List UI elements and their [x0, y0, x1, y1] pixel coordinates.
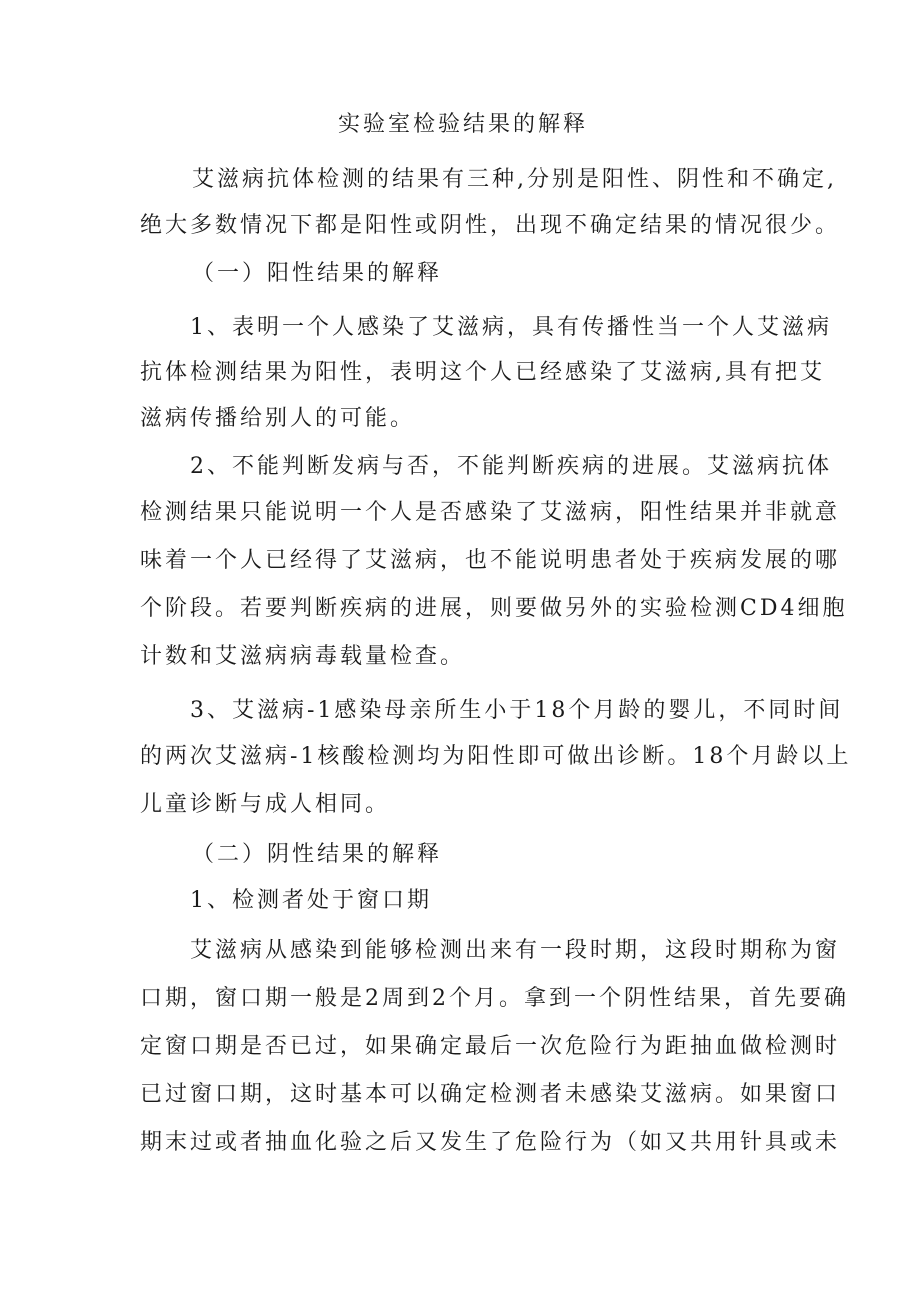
- s1-item1-line-1: 1、表明一个人感染了艾滋病，具有传播性当一个人艾滋病: [190, 315, 832, 340]
- intro-line-2: 绝大多数情况下都是阳性或阴性，出现不确定结果的情况很少。: [140, 213, 841, 238]
- s2-item1-heading: 1、检测者处于窗口期: [190, 888, 432, 913]
- s1-item2-line-5: 计数和艾滋病病毒载量检查。: [140, 644, 466, 669]
- s2-item1-line-4: 已过窗口期，这时基本可以确定检测者未感染艾滋病。如果窗口: [140, 1082, 841, 1107]
- s1-item3-line-3: 儿童诊断与成人相同。: [140, 792, 391, 817]
- s1-item1-line-3: 滋病传播给别人的可能。: [140, 406, 416, 431]
- section2-heading: （二）阴性结果的解释: [192, 842, 443, 867]
- s1-item3-line-1: 3、艾滋病-1感染母亲所生小于18个月龄的婴儿，不同时间: [190, 698, 844, 723]
- s2-item1-line-3: 定窗口期是否已过，如果确定最后一次危险行为距抽血做检测时: [140, 1034, 841, 1059]
- intro-line-1: 艾滋病抗体检测的结果有三种,分别是阳性、阴性和不确定,: [192, 167, 837, 192]
- s2-item1-line-1: 艾滋病从感染到能够检测出来有一段时期，这段时期称为窗: [190, 938, 841, 963]
- s2-item1-line-5: 期末过或者抽血化验之后又发生了危险行为（如又共用针具或未: [140, 1130, 841, 1155]
- document-title: 实验室检验结果的解释: [338, 112, 589, 137]
- s1-item2-line-4: 个阶段。若要判断疾病的进展，则要做另外的实验检测CD4细胞: [140, 596, 848, 621]
- s2-item1-line-2: 口期，窗口期一般是2周到2个月。拿到一个阴性结果，首先要确: [140, 986, 849, 1011]
- s1-item3-line-2: 的两次艾滋病-1核酸检测均为阳性即可做出诊断。18个月龄以上: [140, 744, 852, 769]
- s1-item2-line-2: 检测结果只能说明一个人是否感染了艾滋病，阳性结果并非就意: [140, 500, 841, 525]
- s1-item2-line-3: 味着一个人已经得了艾滋病，也不能说明患者处于疾病发展的哪: [140, 548, 841, 573]
- s1-item2-line-1: 2、不能判断发病与否，不能判断疾病的进展。艾滋病抗体: [190, 454, 832, 479]
- section1-heading: （一）阳性结果的解释: [192, 261, 443, 286]
- s1-item1-line-2: 抗体检测结果为阳性，表明这个人已经感染了艾滋病,具有把艾: [140, 360, 825, 385]
